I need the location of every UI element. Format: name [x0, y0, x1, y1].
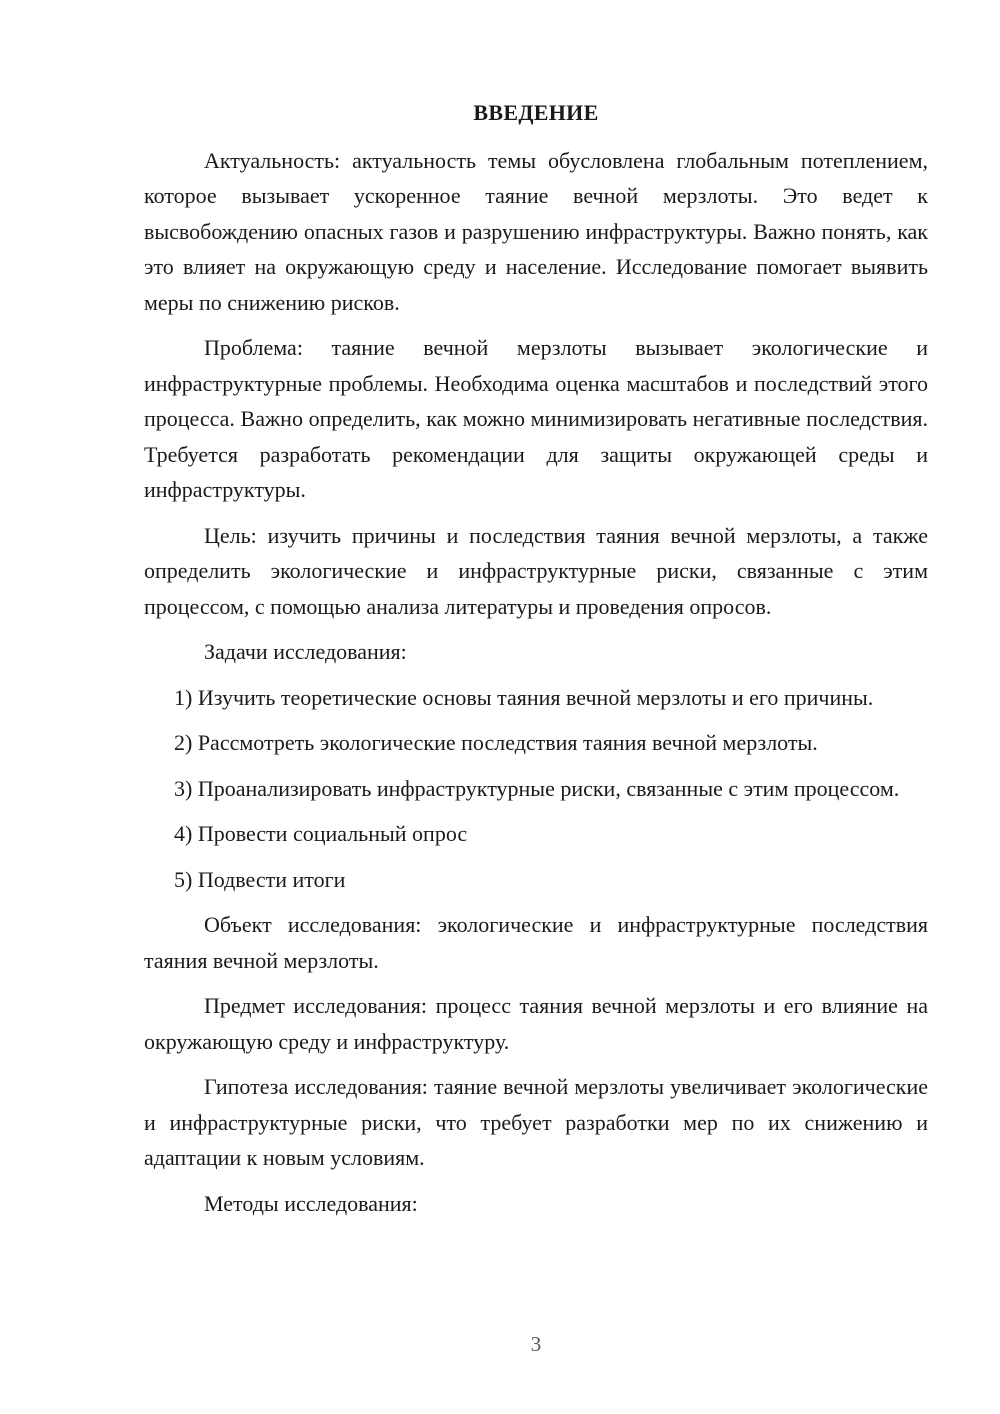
page-number: 3 — [530, 1332, 542, 1356]
page-content — [144, 95, 928, 1231]
paragraph-hypothesis: Гипотеза исследования: таяние вечной мерзлоты увеличивает экологические и инфраструктурные риски, что требует разработки мер по их снижению и адаптации к новым условиям. — [144, 1074, 928, 1170]
task-item-5: 5) Подвести итоги — [174, 866, 346, 892]
paragraph-tasks-title: Задачи исследования: — [204, 639, 407, 664]
task-item-2: 2) Рассмотреть экологические последствия таяния вечной мерзлоты. — [174, 730, 818, 755]
paragraph-relevance: Актуальность: актуальность темы обусловлена глобальным потеплением, которое вызывает ускоренное таяние вечной мерзлоты. Это ведет к высвобождению опасных газов и разрушению инфраструктуры. Важно понять, как это влияет на окружающую среду и население. Исследование помогает выявить меры по снижению рисков. — [144, 147, 928, 315]
paragraph-object: Объект исследования: экологические и инфраструктурные последствия таяния вечной мерзлоты. — [144, 912, 928, 973]
paragraph-goal: Цель: изучить причины и последствия таяния вечной мерзлоты, а также определить экологические и инфраструктурные риски, связанные с этим процессом, с помощью анализа литературы и проведения опросов. — [144, 522, 928, 619]
paragraph-subject: Предмет исследования: процесс таяния вечной мерзлоты и его влияние на окружающую среду и инфраструктуру. — [144, 993, 928, 1054]
paragraph-problem: Проблема: таяние вечной мерзлоты вызывает экологические и инфраструктурные проблемы. Необходима оценка масштабов и последствий этого процесса. Важно определить, как можно минимизировать негативные последствия. Требуется разработать рекомендации для защиты окружающей среды и инфраструктуры. — [144, 335, 928, 502]
task-item-3: 3) Проанализировать инфраструктурные риски, связанные с этим процессом. — [174, 775, 900, 801]
task-item-4: 4) Провести социальный опрос — [174, 821, 468, 846]
section-heading: ВВЕДЕНИЕ — [473, 100, 599, 125]
task-item-1: 1) Изучить теоретические основы таяния вечной мерзлоты и его причины. — [174, 684, 874, 710]
paragraph-methods: Методы исследования: — [204, 1190, 418, 1216]
